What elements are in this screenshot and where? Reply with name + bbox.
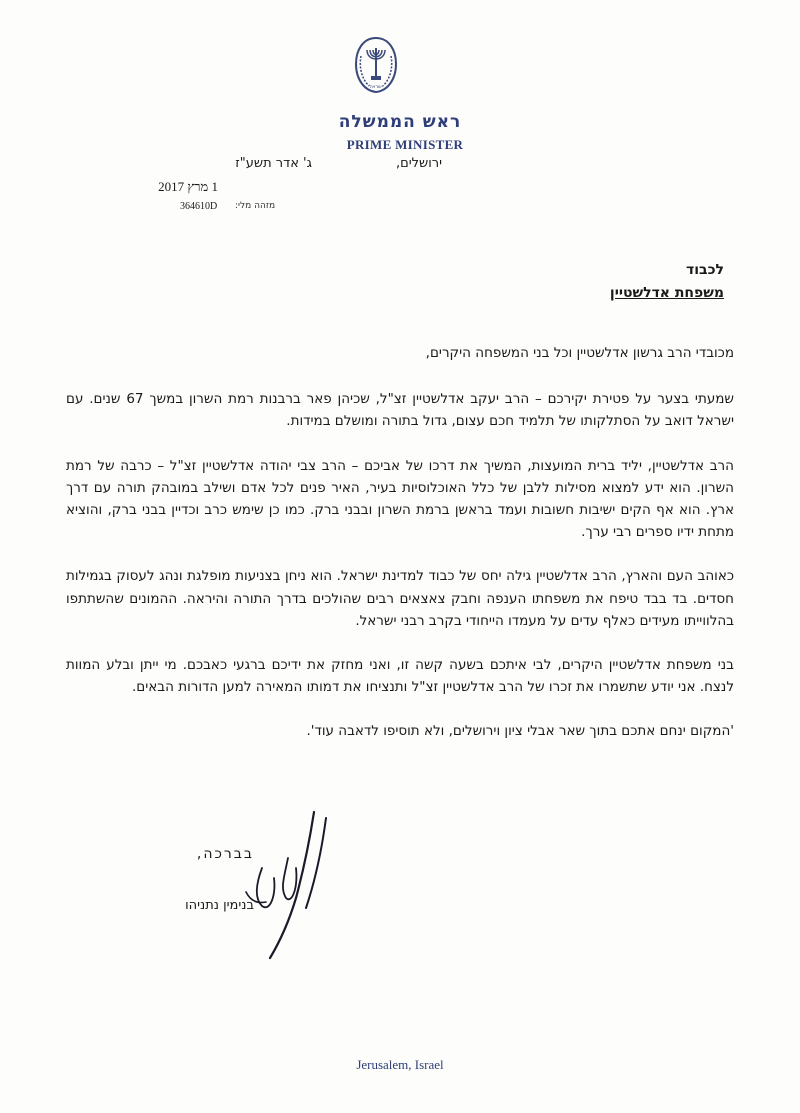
recipient-name: משפחת אדלשטיין [609, 285, 724, 301]
paragraph-2: הרב אדלשטיין, יליד ברית המועצות, המשיך את דרכו של אביכם – הרב צבי יהודה אדלשטיין זצ"ל – כרבה של רמת השרון. הוא ידע למצוא מסילות ללבן של כלל האוכלוסיות בעיר, האיר פנים לכל אדם ושילב במובהק תורה עם דרך ארץ. הוא אף הקים ישיבות חשובות ועמד בראשן ברמת השרון ובבני ברק. כמו כן שימש כרב וכדיין בבני ברק, והוציא מתחת ידיו ספרים רבי ערך. [66, 457, 734, 541]
paragraph-4: בני משפחת אדלשטיין היקרים, לבי איתכם בשעה קשה זו, ואני מחזק את ידיכם ברגעי כאבכם. מי ייתן ובלע המוות לנצח. אני יודע שתשמרו את זכרו של הרב אדלשטיין זצ"ל ותנציחו את דמותו המאירה למען הדורות הבאים. [66, 657, 734, 696]
letterhead-title-english: PRIME MINISTER [346, 137, 464, 152]
salutation: מכובדי הרב גרשון אדלשטיין וכל בני המשפחה היקרים, [425, 345, 734, 361]
reference-label: מזהה מלי: [235, 201, 276, 211]
closing-quote: 'המקום ינחם אתכם בתוך שאר אבלי ציון וירושלים, ולא תוסיפו לדאבה עוד'. [306, 723, 734, 740]
svg-text:ישראל: ישראל [369, 84, 383, 90]
hebrew-date: ג' אדר תשע"ז [235, 156, 312, 171]
letterhead-title-hebrew: ראש הממשלה [338, 112, 462, 132]
menorah-emblem-icon [353, 36, 399, 94]
reference-number: 364610D [180, 201, 218, 212]
gregorian-date: 1 מרץ 2017 [158, 179, 218, 194]
recipient-label: לכבוד [686, 262, 724, 278]
footer-location: Jerusalem, Israel [356, 1057, 444, 1072]
signer-name: בנימין נתניהו [185, 898, 254, 913]
handwritten-signature-icon [226, 808, 346, 968]
closing-greeting: בברכה, [196, 846, 254, 862]
letter-body [66, 342, 734, 743]
dateline-city: ירושלים, [395, 156, 442, 171]
paragraph-1: שמעתי בצער על פטירת יקירכם – הרב יעקב אדלשטיין זצ"ל, שכיהן פאר ברבנות רמת השרון במשך 67 שנים. עם ישראל דואב על הסתלקותו של תלמיד חכם עצום, גדול בתורה ומושלם במידות. [66, 391, 734, 430]
dateline [72, 156, 442, 171]
paragraph-3: כאוהב העם והארץ, הרב אדלשטיין גילה יחס של כבוד למדינת ישראל. הוא ניחן בצניעות מופלגת ונהג לעסוק בגמילות חסדים. בד בבד טיפח את משפחתו הענפה וחבק צאצאים רבים שהולכים בדרך התורה והיראה. ההמונים שהשתתפו בהלווייתו מעידים כאלף עדים על מעמדו הייחודי בקרב רבני ישראל. [66, 568, 734, 629]
